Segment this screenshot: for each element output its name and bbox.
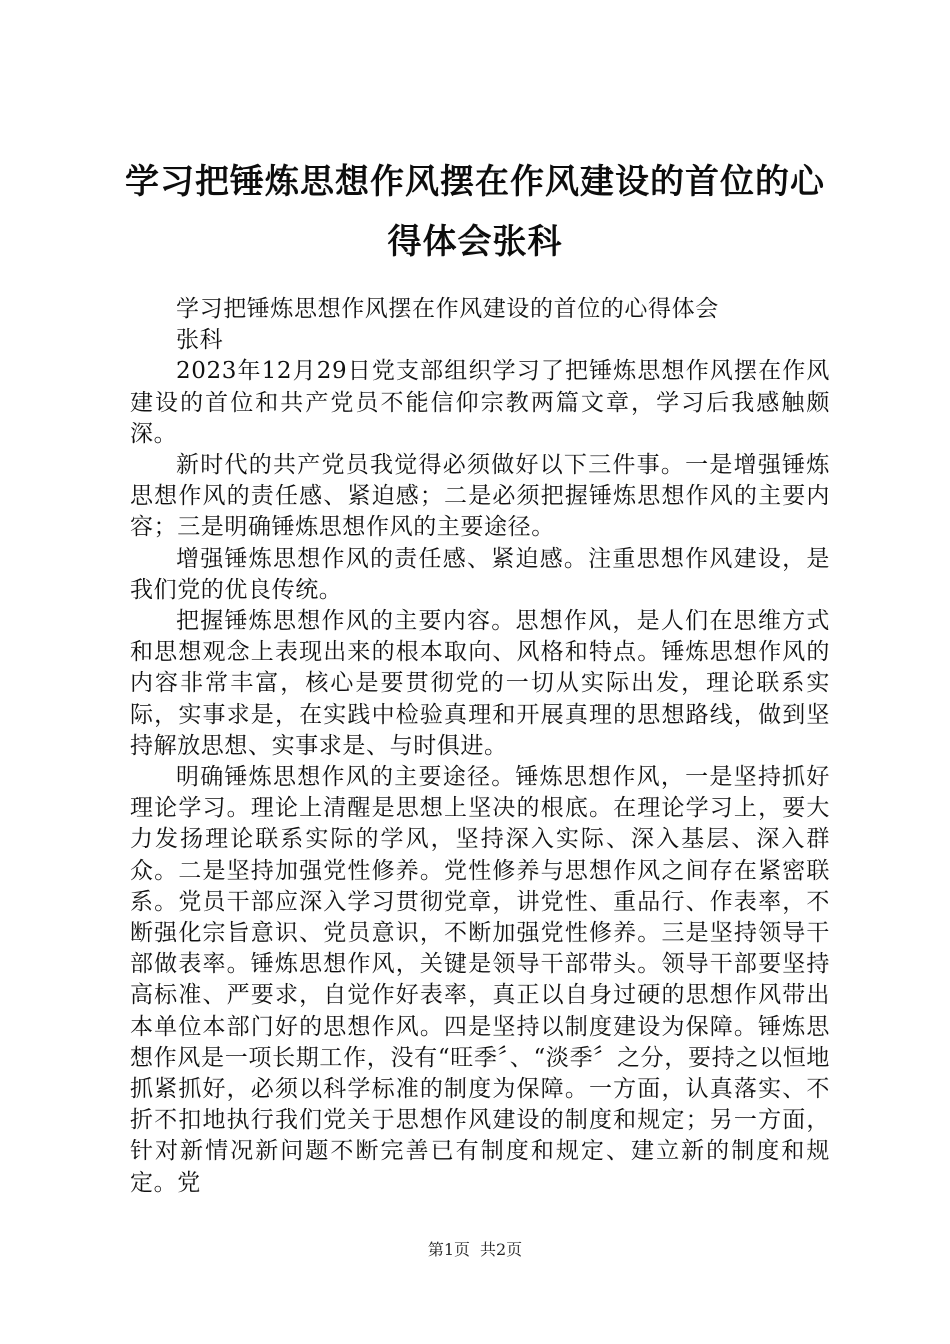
body-paragraph: 新时代的共产党员我觉得必须做好以下三件事。一是增强锤炼思想作风的责任感、紧迫感；二是必须把握锤炼思想作风的主要内容；三是明确锤炼思想作风的主要途径。 [130, 452, 830, 541]
body-paragraph: 明确锤炼思想作风的主要途径。锤炼思想作风，一是坚持抓好理论学习。理论上清醒是思想上坚决的根底。在理论学习上，要大力发扬理论联系实际的学风，坚持深入实际、深入基层、深入群众。二是坚持加强党性修养。党性修养与思想作风之间存在紧密联系。党员干部应深入学习贯彻党章，讲党性、重品行、作表率，不断强化宗旨意识、党员意识，不断加强党性修养。三是坚持领导干部做表率。锤炼思想作风，关键是领导干部带头。领导干部要坚持高标准、严要求，自觉作好表率，真正以自身过硬的思想作风带出本单位本部门好的思想作风。四是坚持以制度建设为保障。锤炼思想作风是一项长期工作，没有“旺季〞、“淡季〞之分，要持之以恒地抓紧抓好，必须以科学标准的制度为保障。一方面，认真落实、不折不扣地执行我们党关于思想作风建设的制度和规定；另一方面，针对新情况新问题不断完善已有制度和规定、建立新的制度和规定。党 [130, 764, 830, 1196]
body-paragraph: 2023年12月29日党支部组织学习了把锤炼思想作风摆在作风建设的首位和共产党员不能信仰宗教两篇文章，学习后我感触颇深。 [130, 358, 830, 447]
page-total: 共2页 [480, 1240, 523, 1259]
page-number: 第1页 [427, 1240, 470, 1259]
document-body [130, 294, 830, 1199]
body-paragraph: 把握锤炼思想作风的主要内容。思想作风，是人们在思维方式和思想观念上表现出来的根本取向、风格和特点。锤炼思想作风的内容非常丰富，核心是要贯彻党的一切从实际出发，理论联系实际，实事求是，在实践中检验真理和开展真理的思想路线，做到坚持解放思想、实事求是、与时俱进。 [130, 608, 830, 759]
page-footer [0, 1239, 950, 1261]
body-paragraph: 张科 [176, 327, 224, 354]
body-paragraph: 学习把锤炼思想作风摆在作风建设的首位的心得体会 [176, 296, 719, 322]
body-paragraph: 增强锤炼思想作风的责任感、紧迫感。注重思想作风建设，是我们党的优良传统。 [130, 545, 830, 603]
document-title: 学习把锤炼思想作风摆在作风建设的首位的心得体会张科 [125, 162, 825, 262]
